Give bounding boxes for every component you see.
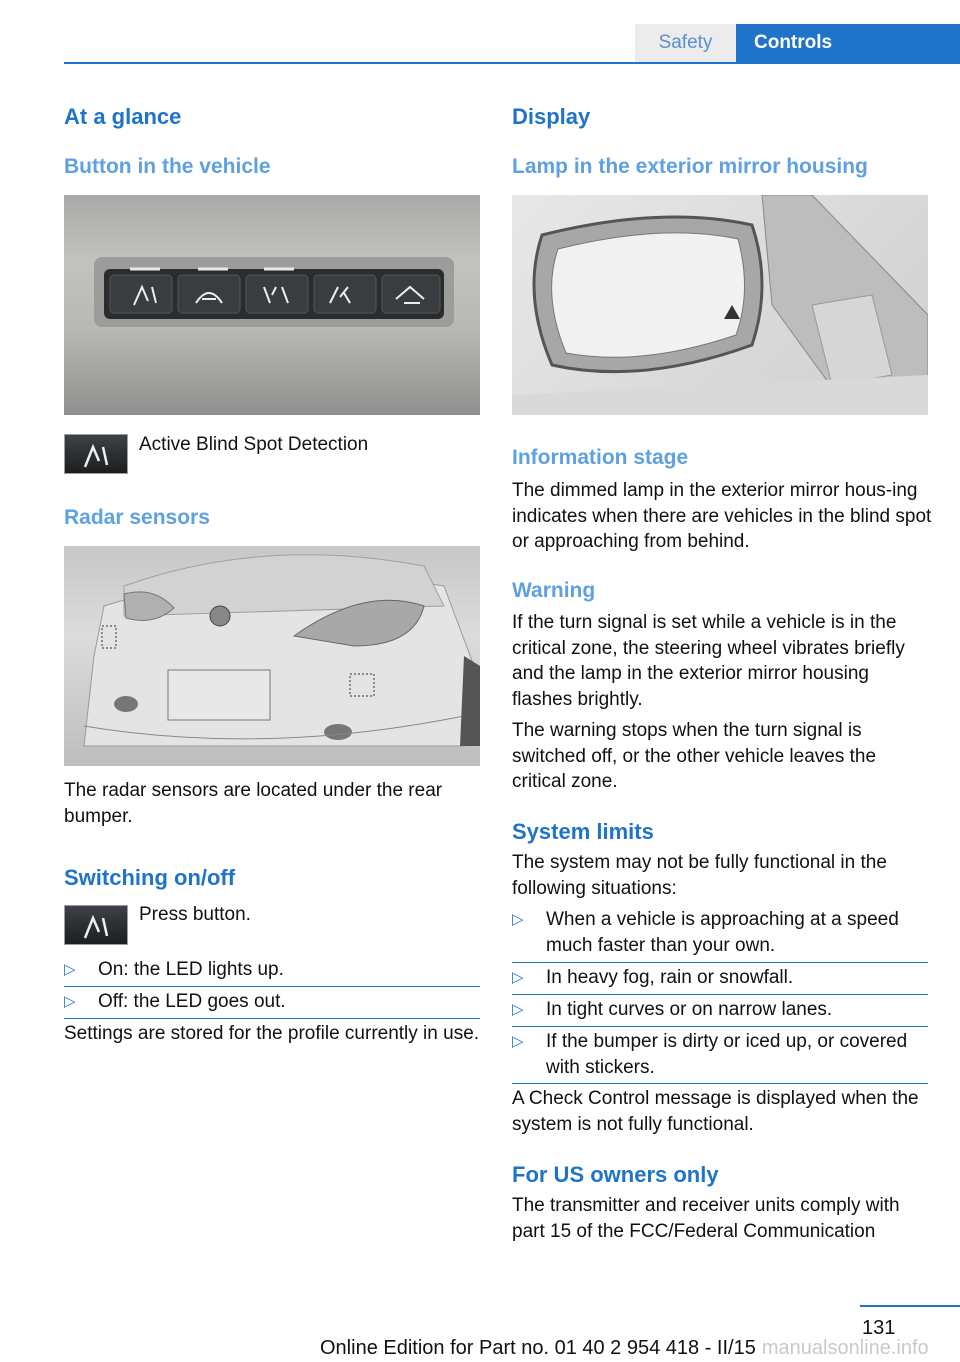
bullet-on <box>64 957 480 983</box>
bullet-rule <box>512 1026 928 1027</box>
watermark-text: manualsonline.info <box>761 1337 929 1359</box>
triangle-bullet-icon: ▷ <box>512 969 524 986</box>
heading-radar-sensors: Radar sensors <box>64 506 210 529</box>
mirror-image <box>512 195 928 415</box>
heading-us-owners: For US owners only <box>512 1162 719 1187</box>
heading-display: Display <box>512 104 591 129</box>
us-owners-text: The transmitter and receiver units comply with part 15 of the FCC/Federal Communication <box>512 1195 900 1242</box>
bullet-rule <box>64 986 480 987</box>
chapter-tabs <box>635 24 960 62</box>
heading-at-a-glance: At a glance <box>64 104 182 129</box>
check-control-text: A Check Control message is displayed when the system is not fully functional. <box>512 1088 919 1135</box>
tab-safety[interactable]: Safety <box>635 24 736 62</box>
triangle-bullet-icon: ▷ <box>512 1001 524 1018</box>
tab-controls[interactable]: Controls <box>736 24 960 62</box>
settings-text: Settings are stored for the profile currently in use. <box>64 1023 480 1044</box>
press-button-text: Press button. <box>139 904 251 925</box>
radar-text: The radar sensors are located under the rear bumper. <box>64 780 443 827</box>
heading-system-limits: System limits <box>512 819 654 844</box>
car-rear-illustration <box>64 546 480 766</box>
limit-item <box>512 1029 928 1080</box>
icon-caption: Active Blind Spot Detection <box>139 434 369 455</box>
heading-switching: Switching on/off <box>64 865 236 890</box>
triangle-bullet-icon: ▷ <box>64 993 76 1010</box>
triangle-bullet-icon: ▷ <box>512 911 524 928</box>
warning-text-2: The warning stops when the turn signal is switched off, or the other vehicle leaves the critical zone. <box>512 720 877 792</box>
triangle-bullet-icon: ▷ <box>512 1033 524 1050</box>
button-panel-image <box>64 195 480 415</box>
bullet-text: In heavy fog, rain or snowfall. <box>546 967 794 988</box>
car-rear-image <box>64 546 480 766</box>
mirror-illustration <box>512 195 928 415</box>
edition-text: Online Edition for Part no. 01 40 2 954 418 - II/15 <box>320 1337 756 1359</box>
footer-rule <box>860 1305 960 1307</box>
edition-footer <box>320 1337 929 1360</box>
bullet-rule <box>512 962 928 963</box>
heading-button-in-vehicle: Button in the vehicle <box>64 155 271 178</box>
heading-information-stage: Information stage <box>512 446 689 469</box>
bullet-text: On: the LED lights up. <box>98 959 284 980</box>
bullet-rule <box>64 1018 480 1019</box>
blind-spot-button-icon-2 <box>64 905 128 945</box>
limit-item <box>512 997 928 1023</box>
triangle-bullet-icon: ▷ <box>64 961 76 978</box>
limit-item <box>512 965 928 991</box>
bullet-text: Off: the LED goes out. <box>98 991 286 1012</box>
header-rule <box>64 62 960 64</box>
page-number: 131 <box>862 1317 896 1339</box>
heading-warning: Warning <box>512 579 596 602</box>
bullet-off <box>64 989 480 1015</box>
blind-spot-button-icon <box>64 434 128 474</box>
bullet-text: In tight curves or on narrow lanes. <box>546 999 833 1020</box>
bullet-text: When a vehicle is approaching at a speed much faster than your own. <box>546 909 899 956</box>
limits-intro: The system may not be fully functional in the following situations: <box>512 852 887 899</box>
bullet-rule <box>512 1083 928 1084</box>
bullet-text: If the bumper is dirty or iced up, or covered with stickers. <box>546 1031 908 1078</box>
warning-text-1: If the turn signal is set while a vehicle is in the critical zone, the steering wheel vibrates briefly and the lamp in the exterior mirror housing flashes brightly. <box>512 612 905 710</box>
button-panel-illustration <box>64 195 480 415</box>
bullet-rule <box>512 994 928 995</box>
limit-item <box>512 907 928 958</box>
information-text: The dimmed lamp in the exterior mirror hous‐ing indicates when there are vehicles in the blind spot or approaching from behind. <box>512 480 932 552</box>
heading-lamp-mirror: Lamp in the exterior mirror housing <box>512 155 868 178</box>
